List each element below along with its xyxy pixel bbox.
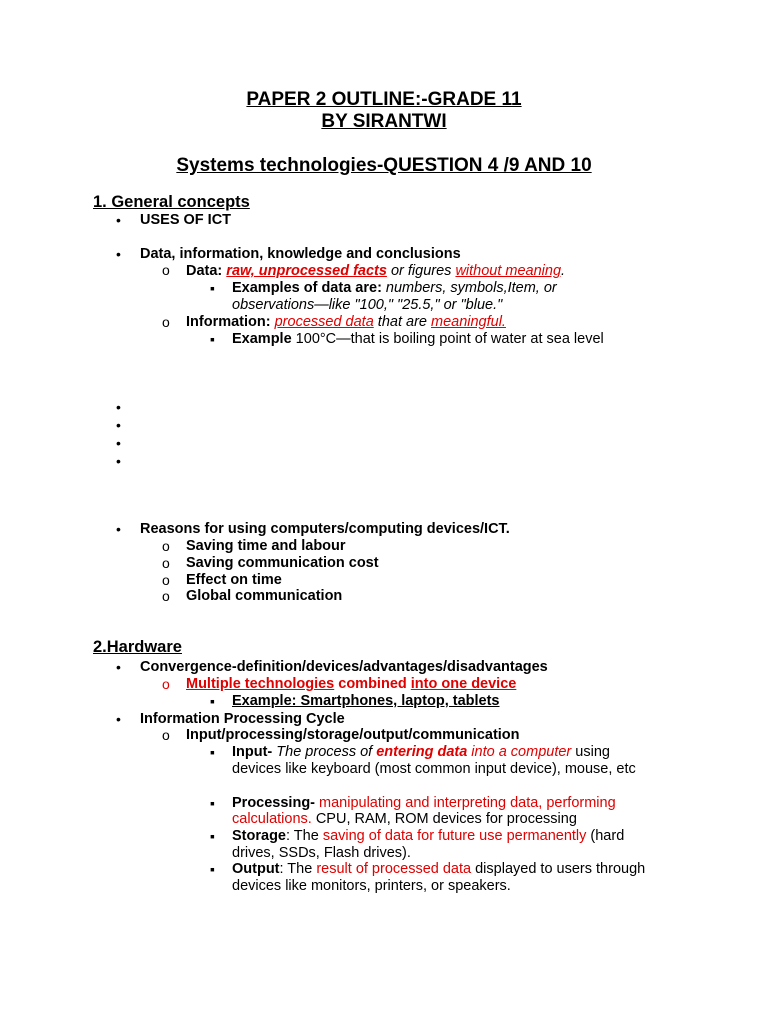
document-title-line2: BY SIRANTWI (321, 111, 447, 132)
processing-line1 (232, 795, 616, 812)
disc-bullet: • (116, 246, 121, 262)
processing-line2 (232, 811, 577, 828)
circle-bullet: o (162, 588, 170, 604)
circle-bullet: o (162, 727, 170, 743)
examples-label: Examples of data are: (232, 280, 386, 296)
processing-label: Processing- (232, 795, 315, 811)
square-bullet: ▪ (210, 744, 215, 760)
square-bullet: ▪ (210, 861, 215, 877)
circle-bullet: o (162, 572, 170, 588)
processing-red1: manipulating and interpreting data, performing (315, 795, 616, 811)
circle-bullet: o (162, 262, 170, 278)
reason-item: Saving communication cost (186, 555, 379, 571)
reason-item: Saving time and labour (186, 538, 346, 554)
information-red2: meaningful. (431, 314, 506, 330)
input-line2: devices like keyboard (most common input device), mouse, etc (232, 761, 636, 777)
square-bullet: ▪ (210, 795, 215, 811)
output-label: Output (232, 861, 280, 877)
disc-bullet: • (116, 521, 121, 537)
examples-line2: observations—like "100," "25.5," or "blue." (232, 297, 503, 313)
information-label: Information: (186, 314, 275, 330)
circle-bullet: o (162, 676, 170, 692)
reason-item: Effect on time (186, 572, 282, 588)
ipc-sub-item: Input/processing/storage/output/communication (186, 727, 520, 743)
conv-red-1: Multiple technologies (186, 676, 335, 692)
information-mid: that are (373, 314, 431, 330)
output-line1 (232, 861, 645, 878)
storage-line1 (232, 828, 624, 845)
examples-text-1: numbers, symbols,Item, or (385, 280, 557, 296)
data-definition (186, 263, 565, 280)
convergence-example: Example: Smartphones, laptop, tablets (232, 693, 500, 709)
disc-bullet: • (116, 212, 121, 228)
convergence-item: Convergence-definition/devices/advantages/disadvantages (140, 659, 548, 675)
document-title-line1: PAPER 2 OUTLINE:-GRADE 11 (246, 89, 522, 110)
section1-heading: 1. General concepts (93, 193, 250, 211)
reasons-item: Reasons for using computers/computing devices/ICT. (140, 521, 510, 537)
ipc-item: Information Processing Cycle (140, 711, 345, 727)
circle-bullet: o (162, 314, 170, 330)
input-line1 (232, 744, 610, 761)
examples-line1 (232, 280, 557, 297)
output-line2: devices like monitors, printers, or speakers. (232, 878, 511, 894)
information-example (232, 331, 604, 348)
empty-disc-bullet: • (116, 453, 121, 469)
output-red: result of processed data (316, 861, 472, 877)
square-bullet: ▪ (210, 331, 215, 347)
data-end: . (561, 263, 566, 279)
data-red: without meaning (455, 263, 562, 279)
conv-red-2: combined (334, 676, 411, 692)
input-label: Input- (232, 744, 273, 760)
square-bullet: ▪ (210, 828, 215, 844)
input-i1: The process of (272, 744, 377, 760)
document-subtitle: Systems technologies-QUESTION 4 /9 AND 10 (176, 155, 592, 176)
data-mid: or figures (386, 263, 456, 279)
storage-colon: : The (286, 828, 323, 844)
input-i3: into a computer (467, 744, 572, 760)
circle-bullet: o (162, 555, 170, 571)
disc-bullet: • (116, 659, 121, 675)
storage-text: (hard (586, 828, 625, 844)
storage-label: Storage (232, 828, 286, 844)
data-info-item: Data, information, knowledge and conclusions (140, 246, 461, 262)
circle-bullet: o (162, 538, 170, 554)
input-i2: entering data (376, 744, 468, 760)
empty-disc-bullet: • (116, 399, 121, 415)
processing-text: CPU, RAM, ROM devices for processing (311, 811, 577, 827)
storage-line2: drives, SSDs, Flash drives). (232, 845, 411, 861)
section2-heading: 2.Hardware (93, 638, 182, 656)
data-red-bold: raw, unprocessed facts (226, 263, 387, 279)
output-text: displayed to users through (471, 861, 646, 877)
square-bullet: ▪ (210, 280, 215, 296)
uses-of-ict-item: USES OF ICT (140, 212, 232, 228)
information-definition (186, 314, 506, 331)
empty-disc-bullet: • (116, 417, 121, 433)
data-label: Data: (186, 263, 227, 279)
convergence-definition (186, 676, 516, 693)
processing-red2: calculations. (232, 811, 312, 827)
example-text: 100°C—that is boiling point of water at sea level (291, 331, 604, 347)
reason-item: Global communication (186, 588, 343, 604)
output-colon: : The (279, 861, 317, 877)
storage-red: saving of data for future use permanently (322, 828, 587, 844)
disc-bullet: • (116, 711, 121, 727)
information-red: processed data (274, 314, 374, 330)
input-i4: using (571, 744, 610, 760)
square-bullet: ▪ (210, 693, 215, 709)
empty-disc-bullet: • (116, 435, 121, 451)
example-label: Example (232, 331, 292, 347)
conv-red-3: into one device (410, 676, 517, 692)
